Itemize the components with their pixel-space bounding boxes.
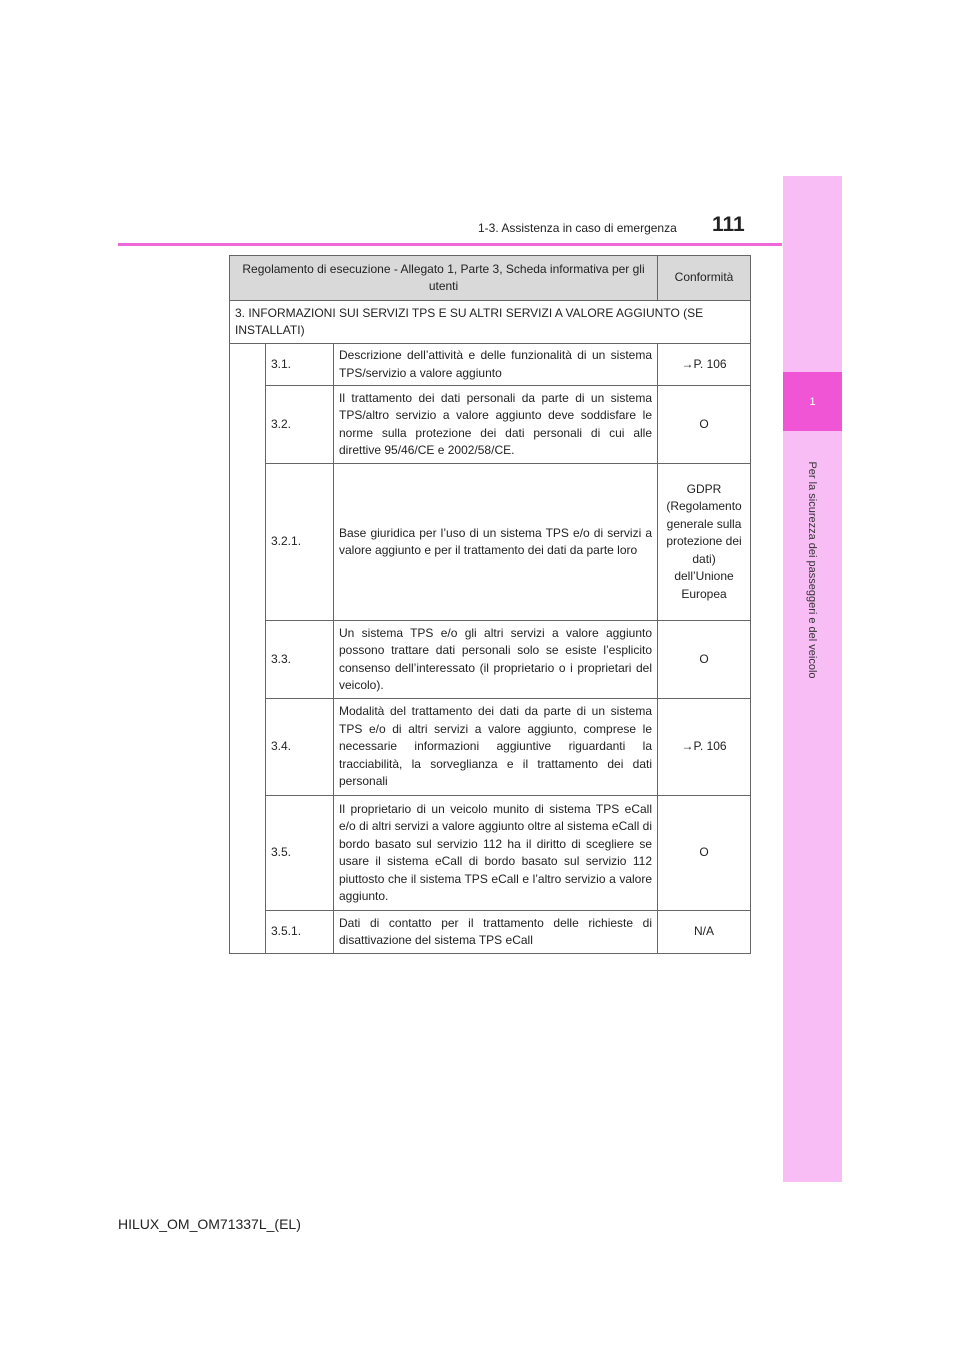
row-number: 3.2.1. bbox=[266, 464, 334, 621]
compliance-table bbox=[229, 255, 751, 954]
row-conformity: N/A bbox=[658, 911, 751, 954]
chapter-title: Per la sicurezza dei passeggeri e del veicolo bbox=[806, 461, 818, 679]
table-row bbox=[230, 464, 751, 621]
document-code: HILUX_OM_OM71337L_(EL) bbox=[118, 1216, 301, 1232]
page-number: 111 bbox=[712, 213, 745, 236]
table-row bbox=[230, 911, 751, 954]
section-title: 1-3. Assistenza in caso di emergenza bbox=[478, 221, 677, 235]
row-description: Il trattamento dei dati personali da parte di un sistema TPS/altro servizio a valore aggiunto deve soddisfare le norme sulla protezione dei dati personali di cui alle direttive 95/46/CE e 2002/58/CE. bbox=[334, 386, 658, 464]
section-heading: 3. INFORMAZIONI SUI SERVIZI TPS E SU ALTRI SERVIZI A VALORE AGGIUNTO (SE INSTALLATI) bbox=[230, 301, 751, 344]
row-number: 3.1. bbox=[266, 344, 334, 386]
section-row bbox=[230, 301, 751, 344]
table-row bbox=[230, 386, 751, 464]
row-conformity: →P. 106 bbox=[658, 344, 751, 386]
row-conformity: O bbox=[658, 796, 751, 911]
row-description: Base giuridica per l’uso di un sistema TPS e/o di servizi a valore aggiunto e per il trattamento dei dati da parte loro bbox=[334, 464, 658, 621]
table-row bbox=[230, 699, 751, 796]
row-description: Modalità del trattamento dei dati da parte di un sistema TPS e/o di altri servizi a valore aggiunto, comprese le necessarie informazioni aggiuntive riguardanti la tracciabilità, la sorveglianza e il trattamento dei dati personali bbox=[334, 699, 658, 796]
row-description: Descrizione dell’attività e delle funzionalità di un sistema TPS/servizio a valore aggiunto bbox=[334, 344, 658, 386]
row-conformity: O bbox=[658, 386, 751, 464]
row-number: 3.5.1. bbox=[266, 911, 334, 954]
row-conformity: →P. 106 bbox=[658, 699, 751, 796]
row-description: Il proprietario di un veicolo munito di sistema TPS eCall e/o di altri servizi a valore aggiunto oltre al sistema eCall di bordo basato sul servizio 112 ha il diritto di scegliere se usare il sistema eCall di bordo basato sul servizio 112 piuttosto che il sistema TPS eCall e l’altro servizio a valore aggiunto. bbox=[334, 796, 658, 911]
row-conformity: O bbox=[658, 621, 751, 699]
header-regulation: Regolamento di esecuzione - Allegato 1, Parte 3, Scheda informativa per gli utenti bbox=[230, 256, 658, 301]
row-conformity: GDPR (Regolamento generale sulla protezione dei dati) dell’Unione Europea bbox=[658, 464, 751, 621]
chapter-number-tab: 1 bbox=[783, 372, 842, 431]
table-row bbox=[230, 621, 751, 699]
row-number: 3.4. bbox=[266, 699, 334, 796]
row-number: 3.2. bbox=[266, 386, 334, 464]
table-row bbox=[230, 796, 751, 911]
header-conformity: Conformità bbox=[658, 256, 751, 301]
row-description: Un sistema TPS e/o gli altri servizi a valore aggiunto possono trattare dati personali solo se esiste l’esplicito consenso dell’interessato (il proprietario o i proprietari del veicolo). bbox=[334, 621, 658, 699]
header-divider bbox=[118, 243, 782, 246]
indent-cell bbox=[230, 344, 266, 954]
row-number: 3.3. bbox=[266, 621, 334, 699]
row-description: Dati di contatto per il trattamento delle richieste di disattivazione del sistema TPS eCall bbox=[334, 911, 658, 954]
row-number: 3.5. bbox=[266, 796, 334, 911]
table-row bbox=[230, 344, 751, 386]
chapter-side-tab bbox=[783, 176, 842, 1182]
table-header-row bbox=[230, 256, 751, 301]
